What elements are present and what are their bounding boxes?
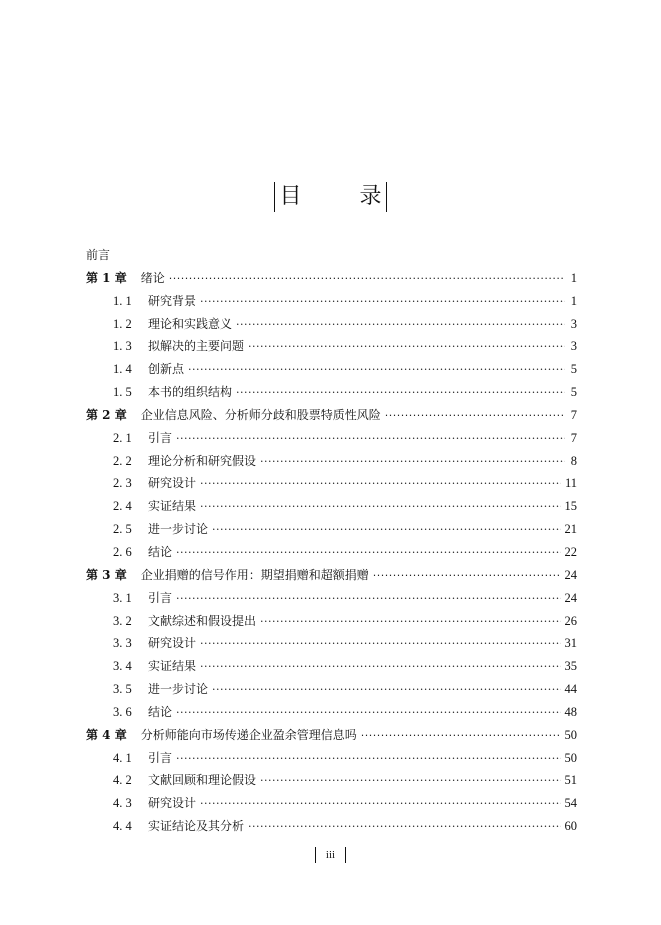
toc-entry-page: 31 [564,636,577,651]
toc-entry-number: 4. 2 [113,773,132,788]
toc-entry-title: 进一步讨论 [148,522,209,537]
toc-leader-dots [260,770,560,793]
toc-entry-title: 实证结论及其分析 [148,819,245,834]
toc-section-entry[interactable] [86,358,577,381]
toc-section-entry[interactable] [86,678,577,701]
toc-entry-page: 5 [570,362,577,377]
toc-entry-title: 创新点 [148,362,185,377]
toc-entry-number: 第 1 章 [86,270,127,285]
toc-entry-title: 结论 [148,704,173,719]
toc-entry-page: 24 [564,567,577,582]
toc-entry-title: 拟解决的主要问题 [148,339,245,354]
toc-entry-page: 1 [570,270,577,285]
toc-section-entry[interactable] [86,632,577,655]
toc-entry-number: 3. 3 [113,636,132,651]
toc-entry-title: 实证结果 [148,659,197,674]
toc-entry-page: 54 [564,796,577,811]
toc-entry-page: 7 [570,430,577,445]
toc-leader-dots [260,451,565,474]
page-number: iii [315,847,346,863]
toc-entry-number: 4. 3 [113,796,132,811]
toc-entry-title: 研究设计 [148,476,197,491]
toc-entry-number: 4. 1 [113,750,132,765]
toc-entry-title: 文献回顾和理论假设 [148,773,257,788]
toc-entry-title: 分析师能向市场传递企业盈余管理信息吗 [140,727,357,742]
toc-entry-page: 35 [564,659,577,674]
toc-leader-dots [200,291,565,314]
toc-leader-dots [188,359,565,382]
toc-entry-title: 前言 [86,248,111,262]
toc-section-entry[interactable] [86,381,577,404]
toc-entry-page: 48 [564,704,577,719]
toc-entry-page: 24 [564,590,577,605]
toc-entry-title: 文献综述和假设提出 [148,613,257,628]
toc-entry-page: 11 [564,476,577,491]
toc-section-entry[interactable] [86,450,577,473]
toc-leader-dots [176,542,560,565]
toc-section-entry[interactable] [86,747,577,770]
toc-leader-dots [248,816,560,839]
toc-entry-title: 绪论 [140,270,165,285]
toc-section-entry[interactable] [86,769,577,792]
toc-leader-dots [212,519,560,542]
toc-leader-dots [200,656,560,679]
toc-entry-page: 3 [570,339,577,354]
toc-entry-number: 1. 2 [113,316,132,331]
toc-entry-page: 22 [564,544,577,559]
toc-section-entry[interactable] [86,290,577,313]
toc-entry-page: 50 [564,727,577,742]
toc-entry-page: 5 [570,385,577,400]
toc-entry-title: 企业信息风险、分析师分歧和股票特质性风险 [140,407,381,422]
toc-entry-page: 3 [570,316,577,331]
toc-entry-title: 理论和实践意义 [148,316,233,331]
toc-entry-number: 1. 4 [113,362,132,377]
page-footer [0,843,661,863]
toc-entry-title: 研究设计 [148,636,197,651]
toc-entry-page: 44 [564,682,577,697]
toc-entry-number: 3. 6 [113,704,132,719]
toc-entry-title: 研究背景 [148,293,197,308]
toc-leader-dots [373,565,561,588]
toc-entry-title: 引言 [148,430,173,445]
toc-entry-number: 2. 6 [113,544,132,559]
toc-heading-wrap [0,182,661,212]
toc-entry-page: 51 [564,773,577,788]
toc-entry-number: 2. 5 [113,522,132,537]
toc-section-entry[interactable] [86,313,577,336]
toc-entry-number: 3. 2 [113,613,132,628]
toc-leader-dots [248,336,565,359]
toc-leader-dots [176,702,560,725]
toc-entry-title: 研究设计 [148,796,197,811]
toc-chapter-entry[interactable] [86,724,577,747]
toc-leader-dots [176,748,560,771]
toc-leader-dots [236,314,565,337]
toc-section-entry[interactable] [86,792,577,815]
toc-section-entry[interactable] [86,655,577,678]
toc-entry-title: 理论分析和研究假设 [148,453,257,468]
toc-heading [274,182,386,212]
toc-entry-number: 2. 3 [113,476,132,491]
toc-section-entry[interactable] [86,335,577,358]
toc-section-entry[interactable] [86,610,577,633]
toc-entry-page: 15 [564,499,577,514]
toc-section-entry[interactable] [86,815,577,838]
toc-entry-title: 本书的组织结构 [148,385,233,400]
toc-leader-dots [236,382,565,405]
toc-entry-page: 26 [564,613,577,628]
toc-entry-number: 第 3 章 [86,567,127,582]
toc-entry-number: 1. 3 [113,339,132,354]
toc-entry-number: 第 4 章 [86,727,127,742]
table-of-contents [86,244,577,838]
toc-entry-number: 3. 4 [113,659,132,674]
toc-entry-page: 1 [570,293,577,308]
toc-entry-page: 60 [564,819,577,834]
toc-leader-dots [361,725,561,748]
toc-section-entry[interactable] [86,541,577,564]
toc-entry-title: 实证结果 [148,499,197,514]
toc-entry-page: 50 [564,750,577,765]
toc-leader-dots [169,268,565,291]
toc-heading-char-1: 目 [279,184,302,209]
toc-entry-page: 8 [570,453,577,468]
toc-section-entry[interactable] [86,518,577,541]
toc-leader-dots [200,793,560,816]
toc-entry-page: 7 [570,407,577,422]
toc-section-entry[interactable] [86,472,577,495]
toc-leader-dots [200,633,560,656]
toc-leader-dots [200,473,561,496]
toc-entry-number: 4. 4 [113,819,132,834]
toc-section-entry[interactable] [86,495,577,518]
toc-chapter-entry[interactable] [86,244,577,267]
toc-entry-number: 1. 5 [113,385,132,400]
toc-chapter-entry[interactable] [86,404,577,427]
toc-entry-number: 3. 5 [113,682,132,697]
toc-leader-dots [176,428,565,451]
toc-entry-title: 进一步讨论 [148,682,209,697]
toc-heading-char-2: 录 [359,184,382,209]
toc-section-entry[interactable] [86,427,577,450]
toc-entry-number: 2. 1 [113,430,132,445]
toc-section-entry[interactable] [86,701,577,724]
toc-leader-dots [212,679,560,702]
toc-entry-number: 1. 1 [113,293,132,308]
toc-leader-dots [200,496,560,519]
toc-leader-dots [176,588,560,611]
toc-entry-title: 结论 [148,544,173,559]
toc-entry-title: 引言 [148,750,173,765]
toc-chapter-entry[interactable] [86,564,577,587]
toc-entry-title: 引言 [148,590,173,605]
toc-leader-dots [385,405,565,428]
toc-entry-page: 21 [564,522,577,537]
toc-section-entry[interactable] [86,587,577,610]
toc-entry-number: 第 2 章 [86,407,127,422]
toc-leader-dots [260,611,560,634]
toc-entry-number: 2. 2 [113,453,132,468]
toc-entry-number: 2. 4 [113,499,132,514]
toc-entry-number: 3. 1 [113,590,132,605]
toc-entry-title: 企业捐赠的信号作用：期望捐赠和超额捐赠 [140,567,369,582]
toc-chapter-entry[interactable] [86,267,577,290]
